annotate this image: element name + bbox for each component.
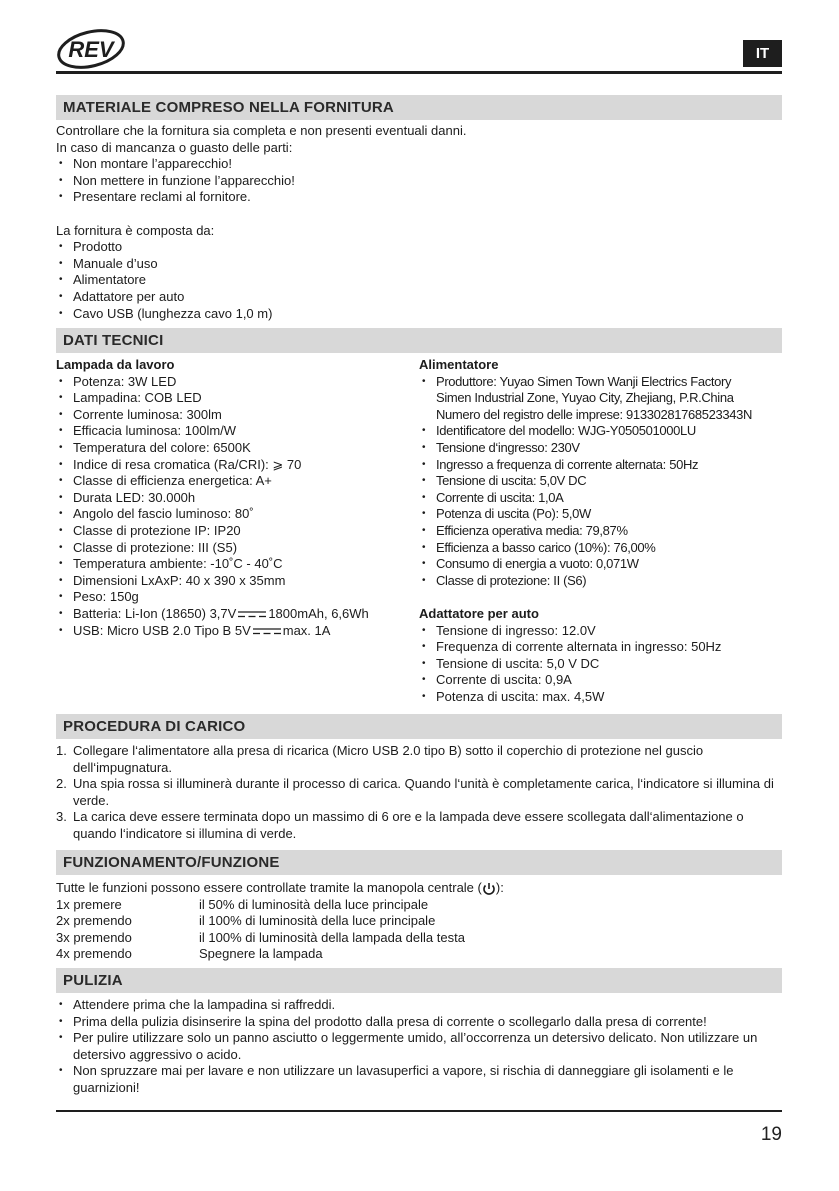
- lamp-spec: • Lampadina: COB LED: [56, 390, 416, 407]
- lamp-spec: • Classe di protezione IP: IP20: [56, 523, 416, 540]
- contents-item: • Prodotto: [56, 239, 782, 256]
- step-number: 1.: [56, 743, 67, 758]
- warning-item: • Presentare reclami al fornitore.: [56, 189, 782, 206]
- lamp-spec: • Potenza: 3W LED: [56, 374, 416, 391]
- header-divider: [56, 71, 782, 74]
- car-heading: Adattatore per auto: [419, 605, 539, 621]
- lamp-specs: [56, 357, 416, 639]
- dc-symbol-icon: [238, 610, 266, 618]
- lamp-spec: • Corrente luminosa: 300lm: [56, 407, 416, 424]
- car-spec: • Corrente di uscita: 0,9A: [419, 672, 784, 689]
- lamp-heading: Lampada da lavoro: [56, 357, 175, 372]
- psu-producer: • Produttore: Yuyao Simen Town Wanji Electrics Factory: [419, 374, 784, 391]
- car-spec: • Tensione di uscita: 5,0 V DC: [419, 656, 784, 673]
- warning-item: • Non mettere in funzione l’apparecchio!: [56, 173, 782, 190]
- contents-intro: La fornitura è composta da:: [56, 222, 215, 238]
- function-result: Spegnere la lampada: [199, 946, 323, 962]
- cleaning-item: • Non spruzzare mai per lavare e non utilizzare un lavasuperfici a vapore, si rischia di danneggiare gli isolamenti e le guarnizioni!: [56, 1063, 780, 1096]
- lamp-spec: • Temperatura del colore: 6500K: [56, 440, 416, 457]
- psu-spec: • Corrente di uscita: 1,0A: [419, 490, 784, 507]
- battery-spec-a: Batteria: Li-Ion (18650) 3,7V: [73, 605, 237, 621]
- psu-spec: • Efficienza a basso carico (10%): 76,00%: [419, 540, 784, 557]
- contents-item: • Manuale d’uso: [56, 256, 782, 273]
- lamp-spec: • Indice di resa cromatica (Ra/CRI): ⩾ 70: [56, 457, 416, 474]
- step-text: Collegare l‘alimentatore alla presa di ricarica (Micro USB 2.0 tipo B) sotto il coperchio di protezione nel guscio dell‘impugnatura.: [73, 743, 704, 775]
- psu-spec: • Consumo di energia a vuoto: 0,071W: [419, 556, 784, 573]
- charge-step: [56, 743, 780, 776]
- psu-heading: Alimentatore: [419, 357, 499, 372]
- usb-spec: [56, 623, 416, 640]
- contents-item: • Cavo USB (lunghezza cavo 1,0 m): [56, 306, 782, 323]
- supply-intro-line: Controllare che la fornitura sia completa e non presenti eventuali danni.: [56, 123, 467, 138]
- psu-spec: • Classe di protezione: II (S6): [419, 573, 784, 590]
- function-press: 3x premendo: [56, 929, 132, 945]
- rev-logo: [56, 28, 126, 70]
- warning-item: • Non montare l’apparecchio!: [56, 156, 782, 173]
- psu-spec: • Ingresso a frequenza di corrente alternata: 50Hz: [419, 457, 784, 474]
- function-result: il 100% di luminosità della luce principale: [199, 913, 436, 929]
- step-number: 3.: [56, 809, 67, 825]
- charge-steps: [56, 743, 780, 843]
- step-text: Una spia rossa si illuminerà durante il processo di carica. Quando l‘unità è completamente carica, l‘indicatore si illumina di verde.: [73, 776, 774, 808]
- section-header-tech: DATI TECNICI: [56, 328, 782, 353]
- supply-intro-line: In caso di mancanza o guasto delle parti:: [56, 139, 293, 155]
- lamp-spec: • Angolo del fascio luminoso: 80˚: [56, 506, 416, 523]
- supply-body: [56, 123, 782, 322]
- lamp-spec: • Durata LED: 30.000h: [56, 490, 416, 507]
- function-row: [56, 930, 782, 947]
- cleaning-item: • Attendere prima che la lampadina si raffreddi.: [56, 997, 780, 1014]
- function-press: 4x premendo: [56, 946, 132, 962]
- battery-spec: [56, 606, 416, 623]
- function-press: 2x premendo: [56, 913, 132, 929]
- contents-item: • Alimentatore: [56, 272, 782, 289]
- lamp-spec: • Classe di protezione: III (S5): [56, 540, 416, 557]
- psu-producer-line: Numero del registro delle imprese: 91330281768523343N: [436, 406, 753, 422]
- usb-spec-b: max. 1A: [282, 622, 331, 638]
- cleaning-item: • Prima della pulizia disinserire la spina del prodotto dalla presa di corrente o scollegarlo dalla presa di corrente!: [56, 1014, 780, 1031]
- usb-spec-a: USB: Micro USB 2.0 Tipo B 5V: [73, 622, 251, 638]
- charge-step: [56, 776, 780, 809]
- psu-producer-line: Simen Industrial Zone, Yuyao City, Zhejiang, P.R.China: [436, 390, 734, 406]
- step-number: 2.: [56, 776, 67, 792]
- brand-text: REV: [68, 37, 114, 62]
- footer-divider: [56, 1110, 782, 1112]
- language-badge: IT: [743, 40, 782, 67]
- psu-spec: • Efficienza operativa media: 79,87%: [419, 523, 784, 540]
- function-result: il 50% di luminosità della luce principale: [199, 896, 429, 912]
- cleaning-body: [56, 997, 780, 1097]
- section-header-cleaning: PULIZIA: [56, 968, 782, 993]
- psu-spec: • Tensione d‘ingresso: 230V: [419, 440, 784, 457]
- function-row: [56, 946, 782, 963]
- car-spec: • Tensione di ingresso: 12.0V: [419, 623, 784, 640]
- function-intro: [56, 880, 782, 897]
- psu-spec: • Potenza di uscita (Po): 5,0W: [419, 506, 784, 523]
- lamp-spec: • Temperatura ambiente: -10˚C - 40˚C: [56, 556, 416, 573]
- function-body: [56, 880, 782, 963]
- battery-spec-b: 1800mAh, 6,6Wh: [268, 605, 369, 621]
- power-knob-icon: [482, 882, 496, 895]
- section-header-charge: PROCEDURA DI CARICO: [56, 714, 782, 739]
- lamp-spec: • Efficacia luminosa: 100lm/W: [56, 423, 416, 440]
- function-intro-b: ):: [495, 880, 504, 895]
- section-header-supply: MATERIALE COMPRESO NELLA FORNITURA: [56, 95, 782, 120]
- psu-spec: • Tensione di uscita: 5,0V DC: [419, 473, 784, 490]
- contents-item: • Adattatore per auto: [56, 289, 782, 306]
- function-result: il 100% di luminosità della lampada della testa: [199, 929, 465, 945]
- lamp-spec: • Dimensioni LxAxP: 40 x 390 x 35mm: [56, 573, 416, 590]
- cleaning-item: • Per pulire utilizzare solo un panno asciutto o leggermente umido, all’occorrenza un detersivo delicato. Non utilizzare un detersivo aggressivo o acido.: [56, 1030, 780, 1063]
- page-number: 19: [760, 1124, 782, 1145]
- psu-specs: [419, 357, 784, 705]
- lamp-spec: • Peso: 150g: [56, 589, 416, 606]
- dc-symbol-icon: [253, 627, 281, 635]
- charge-step: [56, 809, 780, 842]
- psu-spec: • Identificatore del modello: WJG-Y050501000LU: [419, 423, 784, 440]
- section-header-function: FUNZIONAMENTO/FUNZIONE: [56, 850, 782, 875]
- car-spec: • Frequenza di corrente alternata in ingresso: 50Hz: [419, 639, 784, 656]
- function-press: 1x premere: [56, 896, 122, 912]
- step-text: La carica deve essere terminata dopo un massimo di 6 ore e la lampada deve essere scollegata dall‘alimentazione o quando l‘indicatore si illumina di verde.: [73, 809, 744, 841]
- function-row: [56, 913, 782, 930]
- function-intro-a: Tutte le funzioni possono essere controllate tramite la manopola centrale (: [56, 880, 482, 895]
- function-row: [56, 897, 782, 914]
- lamp-spec: • Classe di efficienza energetica: A+: [56, 473, 416, 490]
- car-spec: • Potenza di uscita: max. 4,5W: [419, 689, 784, 706]
